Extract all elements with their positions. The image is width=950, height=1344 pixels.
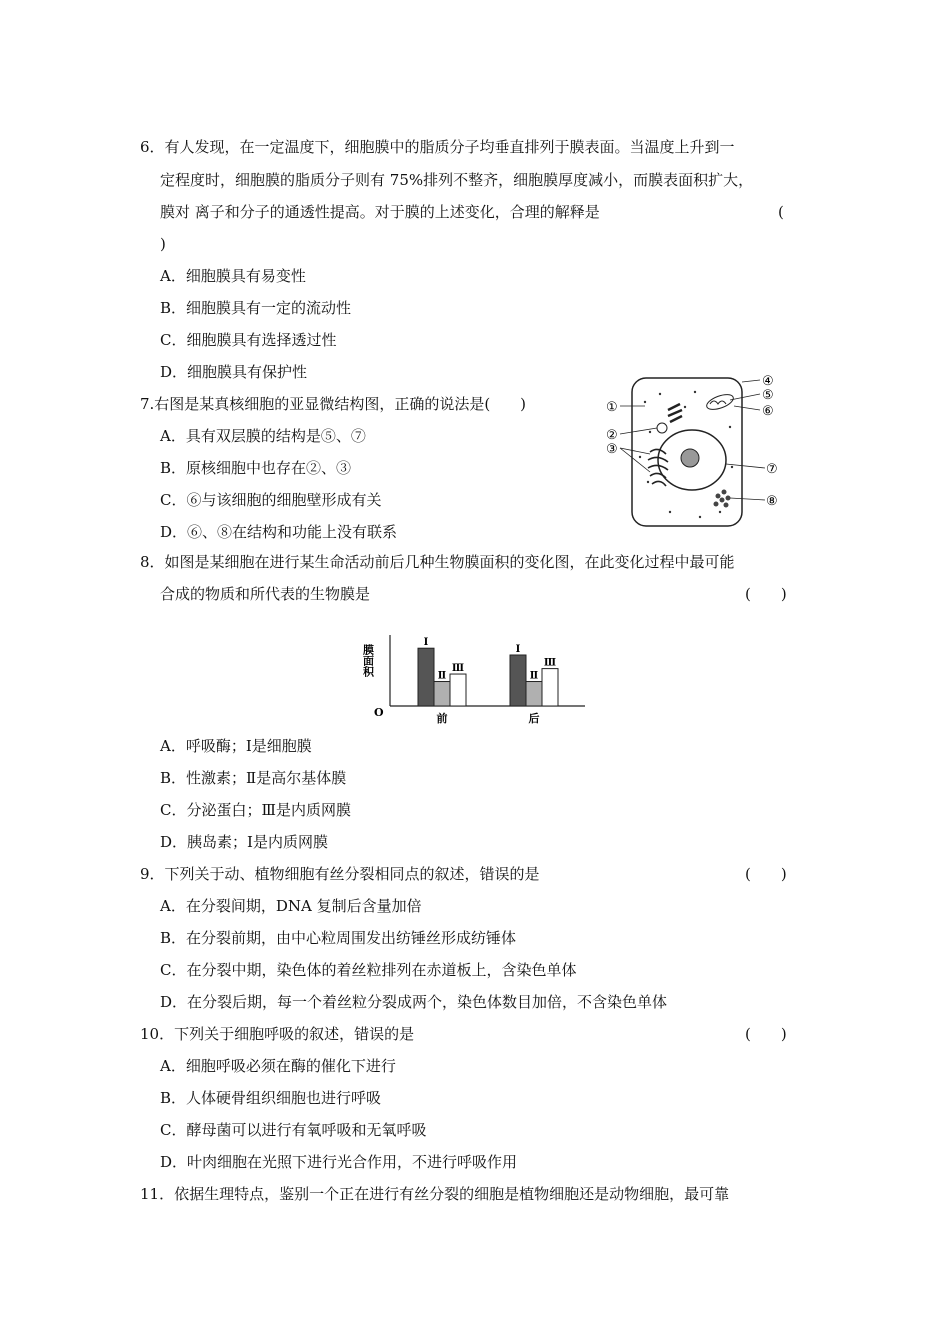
- bar-2-2: [526, 682, 542, 706]
- bar-label-2-1: Ⅰ: [515, 644, 521, 655]
- bar-1-1: [418, 648, 434, 706]
- cell-label-6: ⑥: [762, 404, 774, 419]
- bar-label-1-3: Ⅲ: [451, 663, 465, 675]
- cell-label-3: ③: [606, 442, 618, 457]
- q9-option-c: C．在分裂中期，染色体的着丝粒排列在赤道板上，含染色单体: [160, 961, 577, 979]
- bar-1-2: [434, 682, 450, 706]
- q9-option-d: D．在分裂后期，每一个着丝粒分裂成两个，染色体数目加倍，不含染色单体: [160, 993, 668, 1011]
- cell-label-4: ④: [762, 374, 774, 389]
- q6-option-c: C．细胞膜具有选择透过性: [160, 331, 337, 349]
- bar-label-2-3: Ⅲ: [543, 657, 557, 669]
- q8-option-a: A．呼吸酶；Ⅰ是细胞膜: [160, 737, 312, 755]
- x-tick-labels: [437, 711, 540, 725]
- q9-stem: 9．下列关于动、植物细胞有丝分裂相同点的叙述，错误的是: [140, 865, 540, 883]
- q7-option-a: A．具有双层膜的结构是⑤、⑦: [160, 427, 366, 445]
- bars-group: [418, 637, 558, 706]
- nucleolus: [681, 449, 699, 467]
- q7-option-d: D．⑥、⑧在结构和功能上没有联系: [160, 523, 398, 541]
- q9-option-b: B．在分裂前期，由中心粒周围发出纺锤丝形成纺锤体: [160, 929, 517, 947]
- q10-option-b: B．人体硬骨组织细胞也进行呼吸: [160, 1089, 382, 1107]
- membrane-area-bar-chart: [360, 630, 600, 730]
- bar-label-1-2: Ⅱ: [437, 670, 447, 682]
- q8-option-b: B．性激素；Ⅱ是高尔基体膜: [160, 769, 347, 787]
- bar-label-2-2: Ⅱ: [529, 670, 539, 682]
- q6-option-b: B．细胞膜具有一定的流动性: [160, 299, 352, 317]
- q6-stem-line3: 膜对 离子和分子的通透性提高。对于膜的上述变化，合理的解释是: [160, 203, 600, 221]
- x-tick-2: 后: [528, 712, 540, 725]
- q10-option-c: C．酵母菌可以进行有氧呼吸和无氧呼吸: [160, 1121, 427, 1139]
- q8-paren: ( ): [745, 585, 787, 603]
- cell-label-2: ②: [606, 428, 618, 443]
- bar-label-1-1: Ⅰ: [423, 637, 429, 649]
- cell-label-7: ⑦: [766, 462, 778, 477]
- q8-option-d: D．胰岛素；Ⅰ是内质网膜: [160, 833, 328, 851]
- cell-label-8: ⑧: [766, 494, 778, 509]
- bar-2-1: [510, 655, 526, 706]
- q9-option-a: A．在分裂间期，DNA 复制后含量加倍: [160, 897, 422, 915]
- q10-option-d: D．叶肉细胞在光照下进行光合作用，不进行呼吸作用: [160, 1153, 518, 1171]
- q6-stem-line2: 定程度时，细胞膜的脂质分子则有 75%排列不整齐，细胞膜厚度减小，而膜表面积扩大，: [160, 171, 754, 189]
- q6-option-a: A．细胞膜具有易变性: [160, 267, 306, 285]
- q10-paren: ( ): [745, 1025, 787, 1043]
- bar-1-3: [450, 674, 466, 706]
- q10-option-a: A．细胞呼吸必须在酶的催化下进行: [160, 1057, 396, 1075]
- cell-diagram: [600, 372, 800, 530]
- origin-label: O: [374, 706, 384, 719]
- q7-option-c: C．⑥与该细胞的细胞壁形成有关: [160, 491, 382, 509]
- q6-paren-close: ): [160, 235, 166, 253]
- bar-2-3: [542, 669, 558, 706]
- q8-stem-line1: 8．如图是某细胞在进行某生命活动前后几种生物膜面积的变化图，在此变化过程中最可能: [140, 553, 735, 571]
- q6-option-d: D．细胞膜具有保护性: [160, 363, 308, 381]
- q8-stem-line2: 合成的物质和所代表的生物膜是: [160, 585, 371, 603]
- y-axis-label: 膜面积: [361, 644, 375, 677]
- centrosome: [657, 423, 667, 433]
- q6-paren-open: (: [778, 203, 784, 221]
- cell-label-5: ⑤: [762, 388, 774, 403]
- cell-label-1: ①: [606, 400, 618, 415]
- q6-stem-line1: 6．有人发现，在一定温度下，细胞膜中的脂质分子均垂直排列于膜表面。当温度上升到一: [140, 138, 735, 156]
- q7-option-b: B．原核细胞中也存在②、③: [160, 459, 352, 477]
- q8-option-c: C．分泌蛋白；Ⅲ是内质网膜: [160, 801, 351, 819]
- q7-stem: 7.右图是某真核细胞的亚显微结构图，正确的说法是( ): [140, 395, 527, 413]
- x-tick-1: 前: [436, 712, 448, 725]
- q10-stem: 10．下列关于细胞呼吸的叙述，错误的是: [140, 1025, 415, 1043]
- q9-paren: ( ): [745, 865, 787, 883]
- q11-stem: 11．依据生理特点，鉴别一个正在进行有丝分裂的细胞是植物细胞还是动物细胞，最可靠: [140, 1185, 730, 1203]
